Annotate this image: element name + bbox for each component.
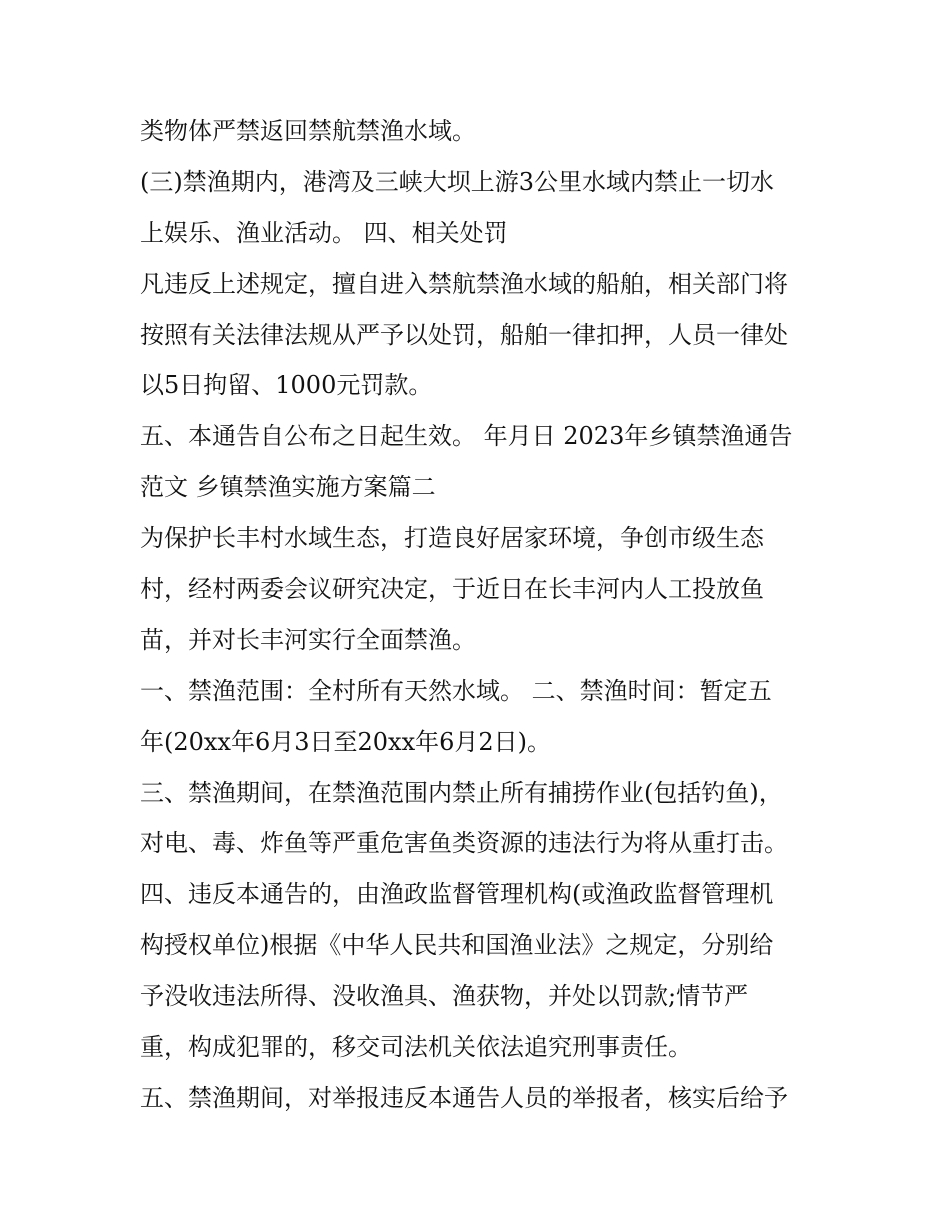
text-line: 一、禁渔范围：全村所有天然水域。 二、禁渔时间：暂定五 (140, 676, 772, 705)
document-body (140, 106, 830, 1124)
text-line: 五、本通告自公布之日起生效。 年月日 2023年乡镇禁渔通告 (140, 422, 793, 451)
text-line: 为保护长丰村水域生态，打造良好居家环境，争创市级生态 (140, 524, 764, 553)
text-line: 村，经村两委会议研究决定，于近日在长丰河内人工投放鱼 (140, 575, 764, 604)
text-line: 凡违反上述规定，擅自进入禁航禁渔水域的船舶，相关部门将 (140, 269, 788, 298)
text-line: (三)禁渔期内，港湾及三峡大坝上游3公里水域内禁止一切水 (140, 167, 774, 196)
text-line: 予没收违法所得、没收渔具、渔获物，并处以罚款;情节严 (140, 982, 749, 1011)
text-line: 五、禁渔期间，对举报违反本通告人员的举报者，核实后给予 (140, 1083, 788, 1112)
text-line: 按照有关法律法规从严予以处罚，船舶一律扣押，人员一律处 (140, 320, 788, 349)
text-line: 以5日拘留、1000元罚款。 (140, 371, 433, 400)
text-line: 类物体严禁返回禁航禁渔水域。 (140, 117, 476, 145)
text-line: 构授权单位)根据《中华人民共和国渔业法》之规定，分别给 (140, 931, 774, 960)
text-line: 重，构成犯罪的，移交司法机关依法追究刑事责任。 (140, 1033, 692, 1062)
text-line: 四、违反本通告的，由渔政监督管理机构(或渔政监督管理机 (140, 880, 774, 909)
text-line: 三、禁渔期间，在禁渔范围内禁止所有捕捞作业(包括钓鱼)， (140, 778, 783, 807)
text-line: 年(20xx年6月3日至20xx年6月2日)。 (140, 727, 552, 756)
text-line: 范文 乡镇禁渔实施方案篇二 (140, 473, 436, 502)
text-line: 苗，并对长丰河实行全面禁渔。 (140, 625, 476, 654)
text-line: 上娱乐、渔业活动。 四、相关处罚 (140, 218, 508, 247)
text-line: 对电、毒、炸鱼等严重危害鱼类资源的违法行为将从重打击。 (140, 829, 788, 858)
